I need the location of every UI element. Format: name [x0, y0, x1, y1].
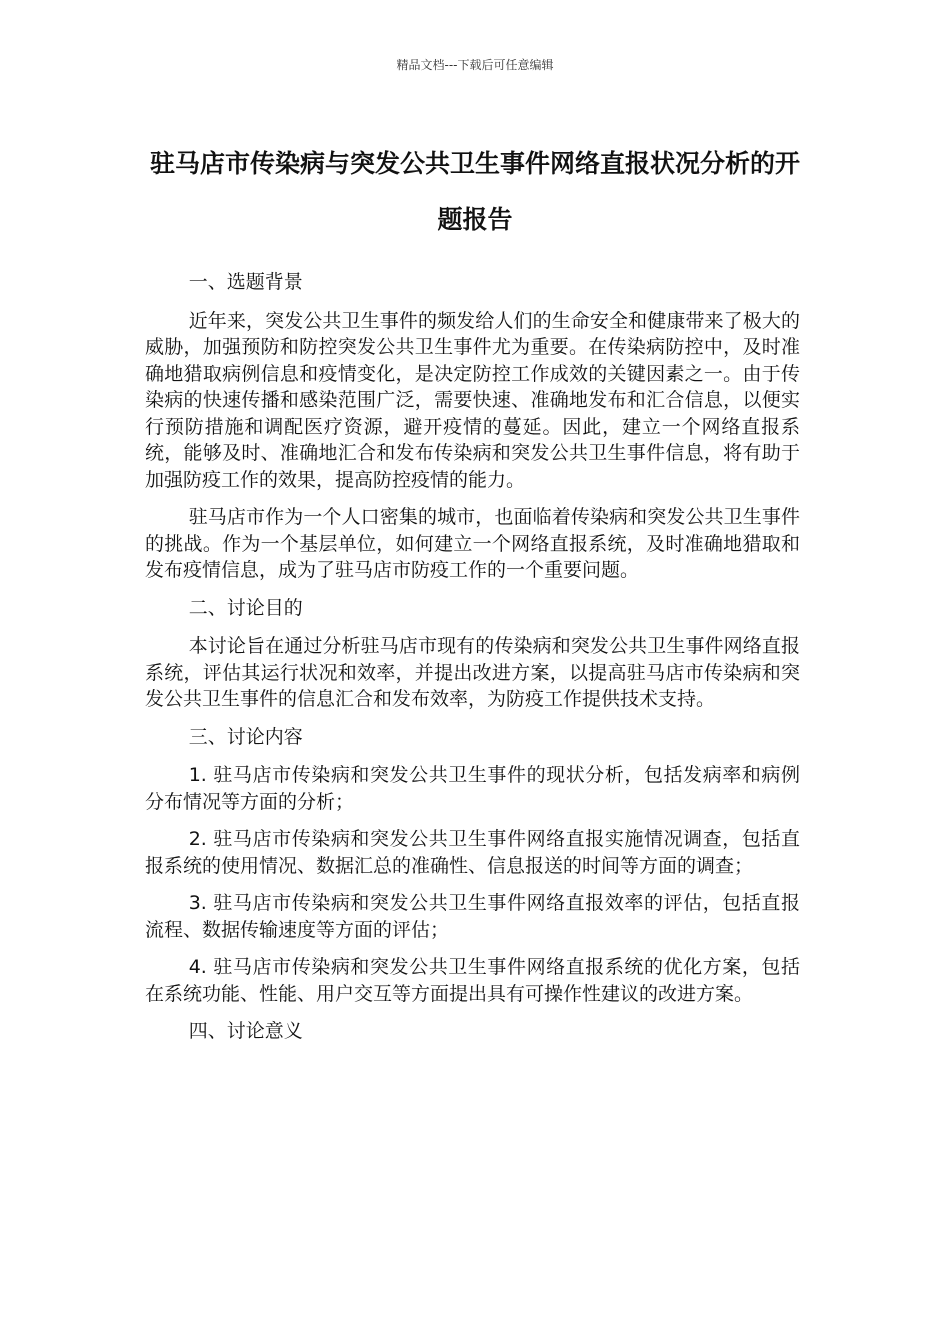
page-header-note: 精品文档---下载后可任意编辑	[396, 58, 554, 72]
document-title: 驻马店市传染病与突发公共卫生事件网络直报状况分析的开题报告	[149, 149, 800, 234]
paragraph-purpose: 本讨论旨在通过分析驻马店市现有的传染病和突发公共卫生事件网络直报系统，评估其运行状况和效率，并提出改进方案，以提高驻马店市传染病和突发公共卫生事件的信息汇合和发布效率，为防疫工作提供技术支持。	[145, 635, 800, 710]
section-heading-content: 三、讨论内容	[188, 725, 303, 748]
paragraph-background-2: 驻马店市作为一个人口密集的城市，也面临着传染病和突发公共卫生事件的挑战。作为一个基层单位，如何建立一个网络直报系统，及时准确地猎取和发布疫情信息，成为了驻马店市防疫工作的一个重要问题。	[145, 506, 800, 581]
content-item-4: 4. 驻马店市传染病和突发公共卫生事件网络直报系统的优化方案，包括在系统功能、性能、用户交互等方面提出具有可操作性建议的改进方案。	[145, 956, 800, 1005]
section-heading-background: 一、选题背景	[188, 271, 303, 293]
paragraph-background-1: 近年来，突发公共卫生事件的频发给人们的生命安全和健康带来了极大的威胁，加强预防和防控突发公共卫生事件尤为重要。在传染病防控中，及时准确地猎取病例信息和疫情变化，是决定防控工作成效的关键因素之一。由于传染病的快速传播和感染范围广泛，需要快速、准确地发布和汇合信息，以便实行预防措施和调配医疗资源，避开疫情的蔓延。因此，建立一个网络直报系统，能够及时、准确地汇合和发布传染病和突发公共卫生事件信息，将有助于加强防疫工作的效果，提高防控疫情的能力。	[145, 309, 800, 491]
document-body	[145, 269, 800, 1057]
content-item-3: 3. 驻马店市传染病和突发公共卫生事件网络直报效率的评估，包括直报流程、数据传输速度等方面的评估；	[145, 892, 800, 941]
section-heading-purpose: 二、讨论目的	[188, 596, 303, 619]
section-heading-significance: 四、讨论意义	[188, 1020, 303, 1042]
content-item-2: 2. 驻马店市传染病和突发公共卫生事件网络直报实施情况调查，包括直报系统的使用情况、数据汇总的准确性、信息报送的时间等方面的调查；	[145, 828, 800, 877]
content-item-1: 1. 驻马店市传染病和突发公共卫生事件的现状分析，包括发病率和病例分布情况等方面的分析；	[145, 764, 800, 813]
